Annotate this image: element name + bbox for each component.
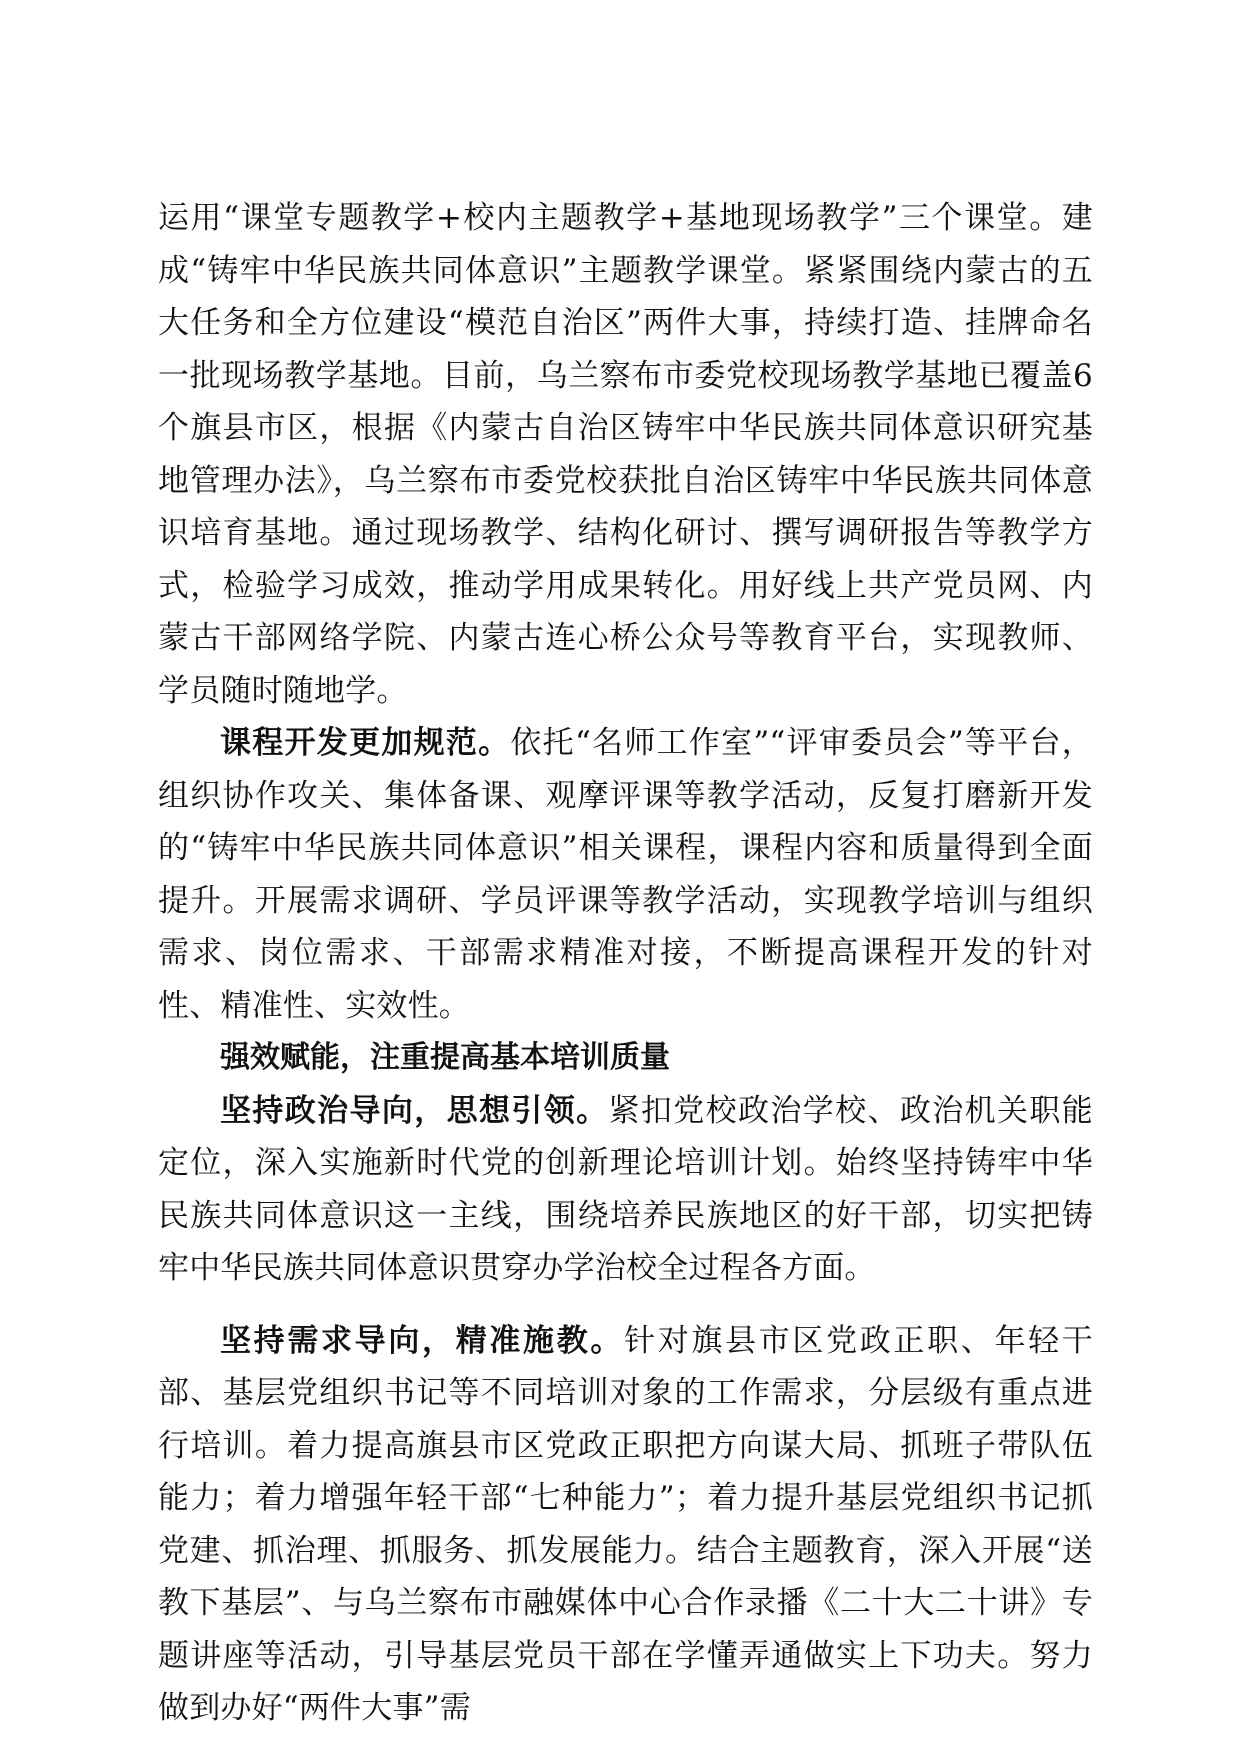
- paragraph-lead: 坚持需求导向，精准施教。: [220, 1322, 625, 1359]
- paragraph-lead: 坚持政治导向，思想引领。: [220, 1092, 609, 1129]
- paragraph-course-development: [158, 717, 1093, 1032]
- paragraph-text: 运用“课堂专题教学+校内主题教学+基地现场教学”三个课堂。建成“铸牢中华民族共同体意识”主题教学课堂。紧紧围绕内蒙古的五大任务和全方位建设“模范自治区”两件大事，持续打造、挂牌命名一批现场教学基地。目前，乌兰察布市委党校现场教学基地已覆盖6个旗县市区，根据《内蒙古自治区铸牢中华民族共同体意识研究基地管理办法》，乌兰察布市委党校获批自治区铸牢中华民族共同体意识培育基地。通过现场教学、结构化研讨、撰写调研报告等教学方式，检验学习成效，推动学用成果转化。用好线上共产党员网、内蒙古干部网络学院、内蒙古连心桥公众号等教育平台，实现教师、学员随时随地学。: [158, 200, 1093, 709]
- paragraph-lead: 课程开发更加规范。: [220, 725, 511, 761]
- paragraph-text: 依托“名师工作室”“评审委员会”等平台，组织协作攻关、集体备课、观摩评课等教学活动，反复打磨新开发的“铸牢中华民族共同体意识”相关课程，课程内容和质量得到全面提升。开展需求调研、学员评课等教学活动，实现教学培训与组织需求、岗位需求、干部需求精准对接，不断提高课程开发的针对性、精准性、实效性。: [158, 725, 1093, 1024]
- paragraph-text: 紧扣党校政治学校、政治机关职能定位，深入实施新时代党的创新理论培训计划。始终坚持铸牢中华民族共同体意识这一主线，围绕培养民族地区的好干部，切实把铸牢中华民族共同体意识贯穿办学治校全过程各方面。: [158, 1092, 1094, 1286]
- section-heading: 强效赋能，注重提高基本培训质量: [220, 1040, 670, 1075]
- paragraph-teaching-classrooms: [158, 192, 1093, 717]
- paragraph-text: 针对旗县市区党政正职、年轻干部、基层党组织书记等不同培训对象的工作需求，分层级有重点进行培训。着力提高旗县市区党政正职把方向谋大局、抓班子带队伍能力；着力增强年轻干部“七种能力”；着力提升基层党组织书记抓党建、抓治理、抓服务、抓发展能力。结合主题教育，深入开展“送教下基层”、与乌兰察布市融媒体中心合作录播《二十大二十讲》专题讲座等活动，引导基层党员干部在学懂弄通做实上下功夫。努力做到办好“两件大事”需: [158, 1322, 1093, 1726]
- paragraph-demand-guidance: [158, 1315, 1093, 1735]
- paragraph-political-guidance: [158, 1085, 1093, 1295]
- document-page: [158, 192, 1093, 1735]
